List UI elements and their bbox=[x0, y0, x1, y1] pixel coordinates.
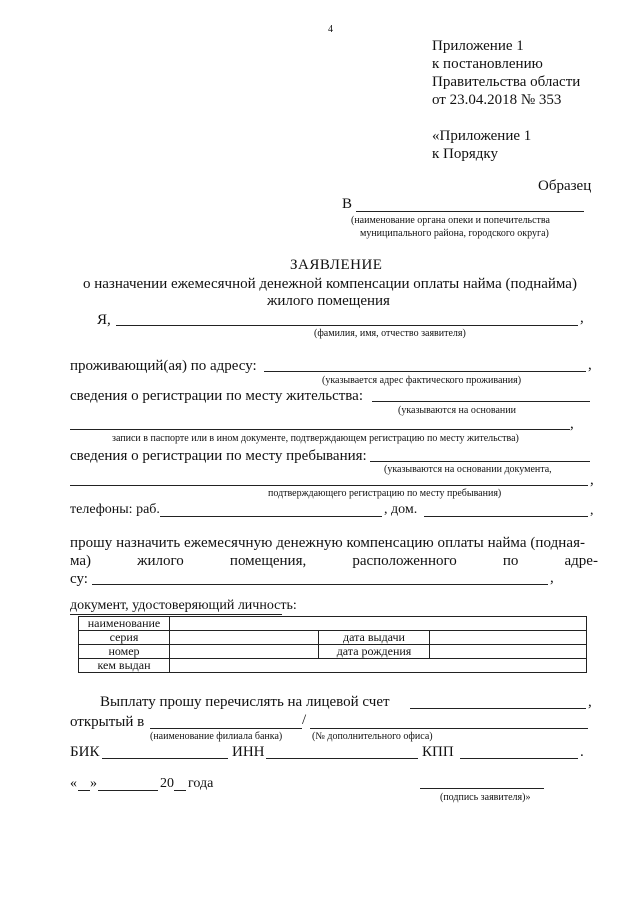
to-field-line[interactable] bbox=[356, 211, 584, 212]
applicant-name-line[interactable] bbox=[116, 325, 578, 326]
date-year-prefix: 20 bbox=[160, 776, 174, 791]
request-word-4: расположенного bbox=[352, 553, 457, 569]
id-issued-by-value[interactable] bbox=[170, 659, 587, 673]
inn-label: ИНН bbox=[232, 744, 265, 760]
id-name-value[interactable] bbox=[170, 617, 587, 631]
appendix-line-4: от 23.04.2018 № 353 bbox=[432, 92, 562, 108]
reg-stay-line-1[interactable] bbox=[370, 461, 590, 462]
account-line[interactable] bbox=[410, 708, 586, 709]
table-row bbox=[79, 645, 587, 659]
id-series-label: серия bbox=[79, 631, 170, 645]
bank-branch-line[interactable] bbox=[150, 728, 302, 729]
bik-label: БИК bbox=[70, 744, 100, 760]
bank-branch-hint: (наименование филиала банка) bbox=[150, 731, 283, 742]
id-number-value[interactable] bbox=[170, 645, 319, 659]
request-word-2: жилого bbox=[137, 553, 184, 569]
appendix-line-3: Правительства области bbox=[432, 74, 581, 90]
id-doc-label: документ, удостоверяющий личность: bbox=[70, 598, 297, 613]
kpp-label: КПП bbox=[422, 744, 454, 760]
id-name-label: наименование bbox=[79, 617, 170, 631]
applicant-suffix: , bbox=[580, 310, 584, 326]
request-word-1: ма) bbox=[70, 553, 92, 569]
table-row bbox=[79, 659, 587, 673]
id-series-value[interactable] bbox=[170, 631, 319, 645]
id-doc-table bbox=[78, 616, 587, 673]
phones-label: телефоны: раб. bbox=[70, 502, 160, 517]
reg-residence-hint-1: (указываются на основании bbox=[398, 405, 516, 416]
office-number-line[interactable] bbox=[310, 728, 588, 729]
date-close-quote: » bbox=[90, 776, 97, 791]
request-line-2 bbox=[70, 553, 598, 570]
doc-subtitle-2: жилого помещения bbox=[267, 293, 390, 309]
address-hint: (указывается адрес фактического проживания) bbox=[322, 375, 522, 386]
payment-end: . bbox=[580, 744, 584, 760]
request-word-5: по bbox=[502, 553, 519, 569]
doc-title: ЗАЯВЛЕНИЕ bbox=[290, 257, 383, 273]
id-issue-date-label: дата выдачи bbox=[319, 631, 430, 645]
kpp-line[interactable] bbox=[460, 758, 578, 759]
id-birth-date-label: дата рождения bbox=[319, 645, 430, 659]
signature-hint: (подпись заявителя)» bbox=[440, 792, 531, 803]
appendix-line-2: к постановлению bbox=[432, 56, 543, 72]
request-address-suffix: , bbox=[550, 570, 554, 586]
request-line-1: прошу назначить ежемесячную денежную компенсацию оплаты найма (подная- bbox=[70, 535, 586, 551]
to-prefix: В bbox=[342, 196, 353, 212]
table-row bbox=[79, 631, 587, 645]
reg-stay-hint-1: (указываются на основании документа, bbox=[384, 464, 552, 475]
request-address-prefix: су: bbox=[70, 571, 88, 587]
request-word-6: адре- bbox=[564, 553, 598, 569]
address-label: проживающий(ая) по адресу: bbox=[70, 358, 257, 374]
appendix-line-1: Приложение 1 bbox=[432, 38, 524, 54]
to-hint-1: (наименование органа опеки и попечительства bbox=[351, 215, 550, 226]
reg-stay-line-2[interactable] bbox=[70, 485, 588, 486]
sample-label: Образец bbox=[538, 178, 592, 194]
date-year-line[interactable] bbox=[174, 790, 186, 791]
inn-line[interactable] bbox=[266, 758, 418, 759]
date-open-quote: « bbox=[70, 776, 77, 791]
address-suffix: , bbox=[588, 357, 592, 373]
reg-stay-hint-2: подтверждающего регистрацию по месту пребывания) bbox=[268, 488, 502, 499]
signature-line[interactable] bbox=[420, 788, 544, 789]
reg-residence-line-1[interactable] bbox=[372, 401, 590, 402]
opened-in-label: открытый в bbox=[70, 714, 145, 730]
phone-home-line[interactable] bbox=[424, 516, 588, 517]
appendix2-line-1: «Приложение 1 bbox=[432, 128, 532, 144]
id-birth-date-value[interactable] bbox=[430, 645, 587, 659]
table-row bbox=[79, 617, 587, 631]
payment-suffix-1: , bbox=[588, 694, 592, 710]
reg-residence-line-2[interactable] bbox=[70, 429, 570, 430]
phones-suffix: , bbox=[590, 503, 594, 518]
id-number-label: номер bbox=[79, 645, 170, 659]
bik-line[interactable] bbox=[102, 758, 228, 759]
applicant-hint: (фамилия, имя, отчество заявителя) bbox=[314, 328, 466, 339]
request-word-3: помещения, bbox=[229, 553, 307, 569]
date-day-line[interactable] bbox=[78, 790, 90, 791]
reg-stay-suffix: , bbox=[590, 472, 594, 488]
doc-subtitle-1: о назначении ежемесячной денежной компенсации оплаты найма (поднайма) bbox=[83, 276, 577, 292]
reg-stay-label: сведения о регистрации по месту пребывания: bbox=[70, 448, 367, 464]
address-line[interactable] bbox=[264, 371, 586, 372]
date-year-suffix: года bbox=[188, 776, 214, 791]
object-address-line[interactable] bbox=[92, 584, 548, 585]
id-issue-date-value[interactable] bbox=[430, 631, 587, 645]
office-number-hint: (№ дополнительного офиса) bbox=[312, 731, 433, 742]
reg-residence-label: сведения о регистрации по месту жительства: bbox=[70, 388, 363, 404]
id-doc-label-underline bbox=[70, 614, 282, 615]
appendix2-line-2: к Порядку bbox=[432, 146, 498, 162]
to-hint-2: муниципального района, городского округа) bbox=[360, 228, 549, 239]
slash: / bbox=[302, 712, 307, 728]
page-number: 4 bbox=[328, 24, 333, 35]
reg-residence-hint-2: записи в паспорте или в ином документе, подтверждающем регистрацию по месту жительства) bbox=[112, 433, 519, 444]
date-month-line[interactable] bbox=[98, 790, 158, 791]
reg-residence-suffix: , bbox=[570, 416, 574, 432]
payment-line-1: Выплату прошу перечислять на лицевой счет bbox=[100, 694, 390, 710]
phones-home-label: , дом. bbox=[384, 502, 418, 517]
phone-work-line[interactable] bbox=[160, 516, 382, 517]
applicant-prefix: Я, bbox=[97, 312, 111, 328]
id-issued-by-label: кем выдан bbox=[79, 659, 170, 673]
